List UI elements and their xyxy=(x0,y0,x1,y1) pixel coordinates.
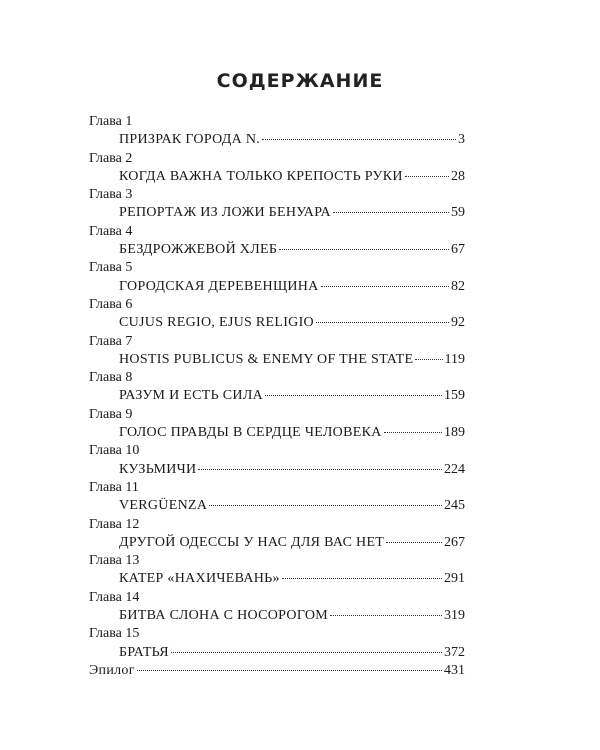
toc-chapter[interactable] xyxy=(89,296,465,333)
page-number: 119 xyxy=(444,351,465,367)
page-number: 59 xyxy=(451,205,465,221)
chapter-title: ГОЛОС ПРАВДЫ В СЕРДЦЕ ЧЕЛОВЕКА xyxy=(119,425,382,441)
page-number: 245 xyxy=(444,498,465,514)
dot-leader xyxy=(330,615,442,616)
chapter-label: Глава 5 xyxy=(89,260,133,276)
toc-chapter[interactable] xyxy=(89,259,465,296)
table-of-contents xyxy=(89,113,465,680)
chapter-title: КАТЕР «НАХИЧЕВАНЬ» xyxy=(119,571,280,587)
toc-entry[interactable] xyxy=(89,534,465,552)
chapter-label: Глава 10 xyxy=(89,443,140,459)
chapter-list xyxy=(89,113,465,662)
dot-leader xyxy=(386,542,442,543)
toc-chapter[interactable] xyxy=(89,223,465,260)
toc-entry[interactable] xyxy=(89,497,465,515)
toc-chapter[interactable] xyxy=(89,333,465,370)
toc-chapter[interactable] xyxy=(89,369,465,406)
chapter-title: VERGÜENZA xyxy=(119,498,208,514)
toc-chapter[interactable] xyxy=(89,516,465,553)
chapter-label: Глава 4 xyxy=(89,223,133,239)
page-number: 224 xyxy=(444,461,465,477)
page-number: 67 xyxy=(451,242,465,258)
chapter-title: КУЗЬМИЧИ xyxy=(119,461,197,477)
toc-entry[interactable] xyxy=(89,278,465,296)
chapter-label: Глава 8 xyxy=(89,370,133,386)
chapter-label: Глава 12 xyxy=(89,516,140,532)
dot-leader xyxy=(333,212,449,213)
toc-chapter[interactable] xyxy=(89,113,465,150)
toc-chapter[interactable] xyxy=(89,552,465,589)
chapter-label: Глава 9 xyxy=(89,406,133,422)
chapter-label: Глава 7 xyxy=(89,333,133,349)
dot-leader xyxy=(282,578,442,579)
dot-leader xyxy=(137,670,442,671)
page-number: 92 xyxy=(451,315,465,331)
toc-entry[interactable] xyxy=(89,131,465,149)
chapter-title: ДРУГОЙ ОДЕССЫ У НАС ДЛЯ ВАС НЕТ xyxy=(119,534,385,550)
epilogue-page-number: 431 xyxy=(444,662,465,678)
chapter-title: CUJUS REGIO, EJUS RELIGIO xyxy=(119,315,314,331)
toc-chapter[interactable] xyxy=(89,406,465,443)
toc-chapter[interactable] xyxy=(89,442,465,479)
toc-chapter[interactable] xyxy=(89,589,465,626)
chapter-title: РАЗУМ И ЕСТЬ СИЛА xyxy=(119,388,264,404)
dot-leader xyxy=(321,286,449,287)
page-number: 267 xyxy=(444,534,465,550)
chapter-title: БИТВА СЛОНА С НОСОРОГОМ xyxy=(119,608,329,624)
toc-entry[interactable] xyxy=(89,607,465,625)
dot-leader xyxy=(262,139,456,140)
chapter-label: Глава 13 xyxy=(89,553,140,569)
page-number: 372 xyxy=(444,644,465,660)
epilogue-title: Эпилог xyxy=(89,662,135,678)
page-number: 3 xyxy=(458,132,465,148)
toc-entry[interactable] xyxy=(89,570,465,588)
chapter-label: Глава 1 xyxy=(89,114,133,129)
dot-leader xyxy=(384,432,442,433)
dot-leader xyxy=(171,652,442,653)
dot-leader xyxy=(405,176,449,177)
chapter-title: ПРИЗРАК ГОРОДА N. xyxy=(119,132,261,148)
chapter-title: КОГДА ВАЖНА ТОЛЬКО КРЕПОСТЬ РУКИ xyxy=(119,168,403,184)
dot-leader xyxy=(198,469,442,470)
chapter-title: HOSTIS PUBLICUS & ENEMY OF THE STATE xyxy=(119,351,414,367)
toc-chapter[interactable] xyxy=(89,186,465,223)
toc-chapter[interactable] xyxy=(89,625,465,662)
toc-entry[interactable] xyxy=(89,424,465,442)
dot-leader xyxy=(316,322,449,323)
page-number: 159 xyxy=(444,388,465,404)
chapter-label: Глава 15 xyxy=(89,626,140,642)
toc-chapter[interactable] xyxy=(89,150,465,187)
chapter-label: Глава 14 xyxy=(89,589,140,605)
page-number: 28 xyxy=(451,168,465,184)
toc-entry[interactable] xyxy=(89,387,465,405)
toc-entry[interactable] xyxy=(89,351,465,369)
toc-entry[interactable] xyxy=(89,314,465,332)
page-title: СОДЕРЖАНИЕ xyxy=(216,70,384,92)
toc-chapter[interactable] xyxy=(89,479,465,516)
dot-leader xyxy=(209,505,442,506)
chapter-title: РЕПОРТАЖ ИЗ ЛОЖИ БЕНУАРА xyxy=(119,205,331,221)
page-number: 189 xyxy=(444,425,465,441)
toc-entry[interactable] xyxy=(89,461,465,479)
page-number: 319 xyxy=(444,608,465,624)
toc-entry[interactable] xyxy=(89,204,465,222)
toc-entry[interactable] xyxy=(89,168,465,186)
chapter-title: БЕЗДРОЖЖЕВОЙ ХЛЕБ xyxy=(119,242,278,258)
toc-entry-epilogue[interactable] xyxy=(89,662,465,680)
chapter-label: Глава 6 xyxy=(89,296,133,312)
chapter-label: Глава 2 xyxy=(89,150,133,166)
toc-entry[interactable] xyxy=(89,241,465,259)
dot-leader xyxy=(279,249,449,250)
chapter-title: ГОРОДСКАЯ ДЕРЕВЕНЩИНА xyxy=(119,278,319,294)
page-number: 291 xyxy=(444,571,465,587)
dot-leader xyxy=(415,359,442,360)
chapter-label: Глава 11 xyxy=(89,479,139,495)
chapter-title: БРАТЬЯ xyxy=(119,644,169,660)
page-number: 82 xyxy=(451,278,465,294)
dot-leader xyxy=(265,395,442,396)
chapter-label: Глава 3 xyxy=(89,187,133,203)
toc-entry[interactable] xyxy=(89,644,465,662)
